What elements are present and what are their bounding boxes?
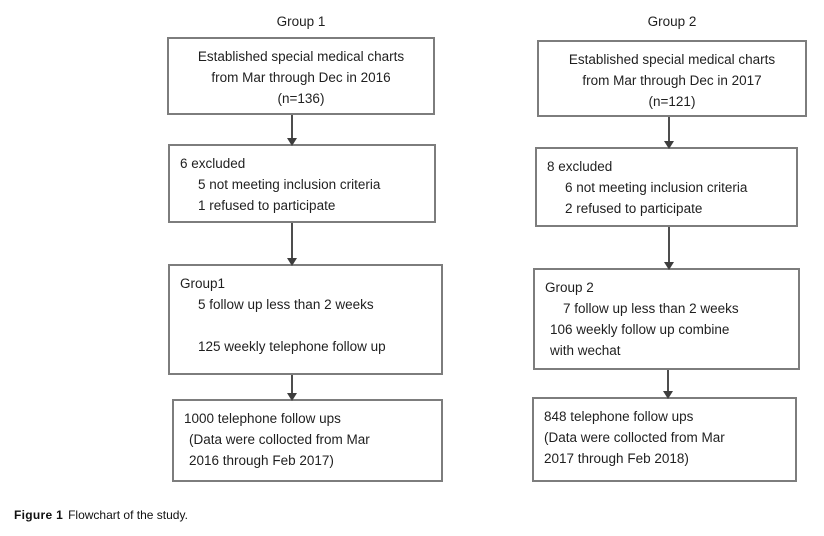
arrow-down-icon [291, 115, 293, 145]
box-line: 106 weekly follow up combine [550, 322, 730, 337]
box-line: Established special medical charts [568, 52, 776, 67]
group1-title: Group 1 [276, 14, 326, 29]
g2-box-followup [533, 268, 800, 370]
box-line: (n=121) [648, 94, 696, 109]
arrow-line [291, 115, 293, 140]
box-line: 6 not meeting inclusion criteria [565, 180, 748, 195]
box-line: 5 follow up less than 2 weeks [198, 297, 374, 312]
figure-caption-text: Flowchart of the study. [68, 508, 188, 522]
box-line: 7 follow up less than 2 weeks [563, 301, 739, 316]
box-line: from Mar through Dec in 2016 [211, 70, 391, 85]
arrow-down-icon [668, 227, 670, 269]
arrow-head-icon [664, 141, 674, 149]
arrow-down-icon [667, 370, 669, 398]
group2-title: Group 2 [647, 14, 697, 29]
box-line: (Data were collocted from Mar [544, 430, 725, 445]
box-line: 8 excluded [547, 159, 613, 174]
box-line: 848 telephone follow ups [544, 409, 694, 424]
box-line: 2016 through Feb 2017) [189, 453, 334, 468]
box-line: 2 refused to participate [565, 201, 703, 216]
box-line: 125 weekly telephone follow up [198, 339, 386, 354]
box-line: with wechat [550, 343, 621, 358]
box-line [180, 315, 431, 336]
box-line: Group 2 [545, 280, 594, 295]
box-line: Group1 [180, 276, 226, 291]
figure-caption [14, 508, 188, 522]
g2-box-established-charts [537, 40, 807, 117]
g1-box-established-charts [167, 37, 435, 115]
arrow-head-icon [287, 258, 297, 266]
g2-box-excluded [535, 147, 798, 227]
g1-box-followup [168, 264, 443, 375]
arrow-line [667, 370, 669, 393]
box-line: 2017 through Feb 2018) [544, 451, 689, 466]
g1-box-telephone-followups [172, 399, 443, 482]
arrow-head-icon [287, 393, 297, 401]
box-line: 5 not meeting inclusion criteria [198, 177, 381, 192]
arrow-line [291, 223, 293, 260]
box-line: (Data were collocted from Mar [189, 432, 370, 447]
arrow-down-icon [291, 223, 293, 265]
box-line: 6 excluded [180, 156, 246, 171]
arrow-head-icon [287, 138, 297, 146]
arrow-line [668, 227, 670, 264]
box-line: Established special medical charts [197, 49, 405, 64]
g2-box-telephone-followups [532, 397, 797, 482]
arrow-head-icon [664, 262, 674, 270]
arrow-line [668, 117, 670, 143]
figure-caption-label: Figure 1 [14, 508, 64, 522]
box-line: (n=136) [277, 91, 325, 106]
arrow-head-icon [663, 391, 673, 399]
box-line: from Mar through Dec in 2017 [582, 73, 762, 88]
arrow-down-icon [668, 117, 670, 148]
arrow-line [291, 375, 293, 395]
box-line: 1 refused to participate [198, 198, 336, 213]
arrow-down-icon [291, 375, 293, 400]
g1-box-excluded [168, 144, 436, 223]
box-line: 1000 telephone follow ups [184, 411, 341, 426]
